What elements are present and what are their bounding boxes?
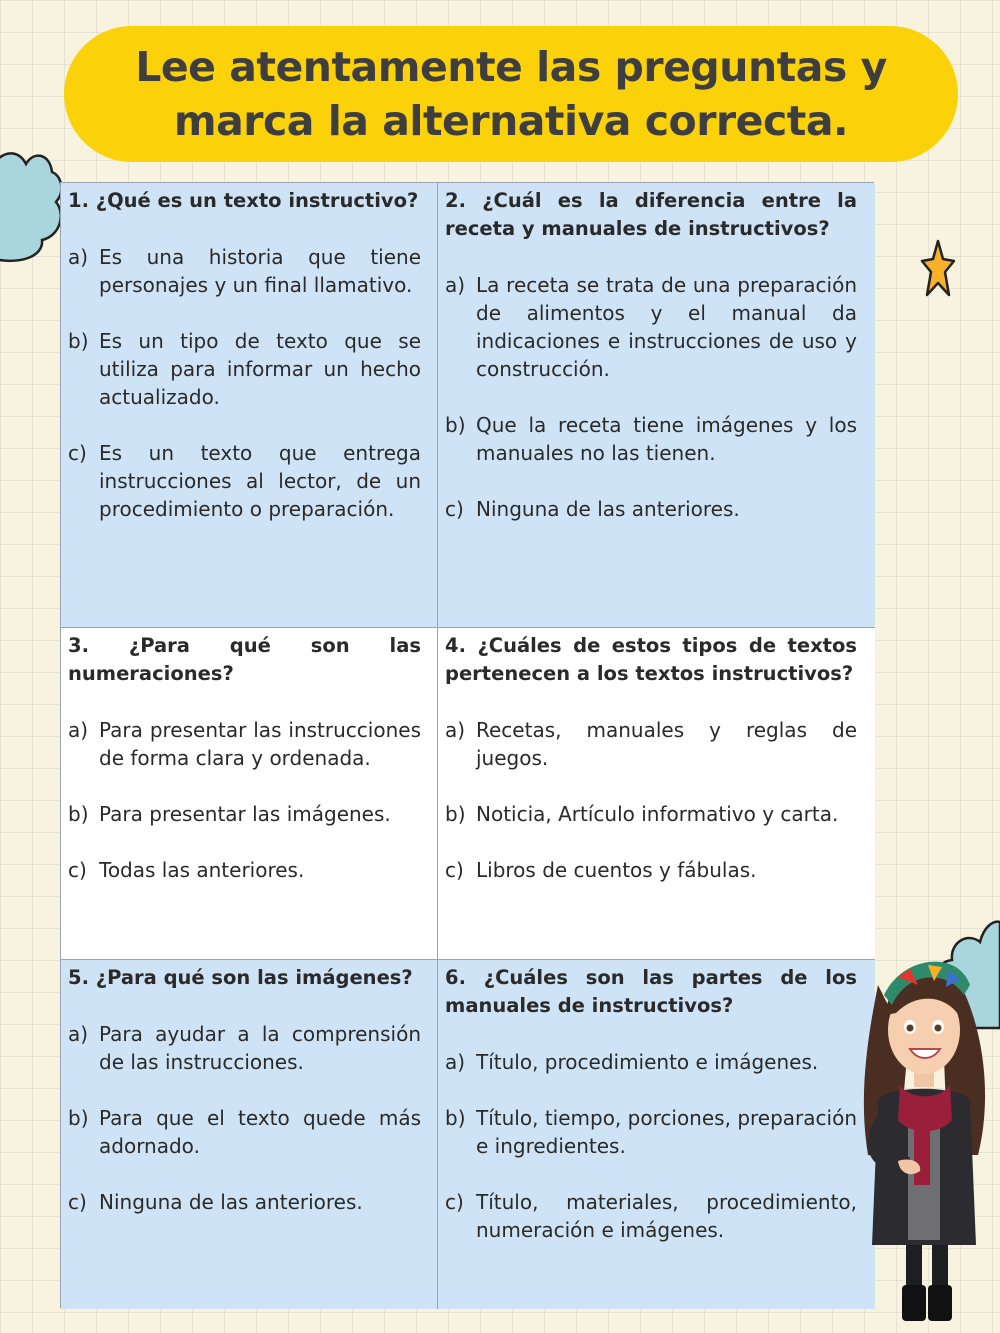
question-1-option-c[interactable] xyxy=(68,439,421,523)
option-letter: b) xyxy=(445,1106,466,1130)
option-letter: c) xyxy=(68,441,87,465)
question-1-cell xyxy=(61,183,438,628)
option-text: Título, materiales, procedimiento, numeración e imágenes. xyxy=(476,1190,857,1242)
option-letter: a) xyxy=(445,718,466,742)
question-6-option-b[interactable] xyxy=(445,1104,857,1160)
question-5-option-c[interactable] xyxy=(68,1188,421,1216)
question-2-option-b[interactable] xyxy=(445,411,857,467)
question-2-option-a[interactable] xyxy=(445,271,857,383)
option-letter: b) xyxy=(68,1106,89,1130)
option-letter: a) xyxy=(68,1022,89,1046)
option-text: Es un texto que entrega instrucciones al lector, de un procedimiento o preparación. xyxy=(99,441,421,521)
option-letter: a) xyxy=(68,718,89,742)
question-3-title: 3. ¿Para qué son las numeraciones? xyxy=(68,634,421,685)
question-5-cell xyxy=(61,960,438,1309)
question-1-option-b[interactable] xyxy=(68,327,421,411)
question-1-title: 1. ¿Qué es un texto instructivo? xyxy=(68,189,419,212)
option-letter: c) xyxy=(445,1190,464,1214)
question-5-option-a[interactable] xyxy=(68,1020,421,1076)
option-text: Libros de cuentos y fábulas. xyxy=(476,858,757,882)
option-letter: a) xyxy=(68,245,89,269)
title-line-2: marca la alternativa correcta. xyxy=(173,97,849,145)
question-3-option-a[interactable] xyxy=(68,716,421,772)
option-letter: a) xyxy=(445,273,466,297)
option-letter: b) xyxy=(445,413,466,437)
option-letter: a) xyxy=(445,1050,466,1074)
option-text: Para presentar las instrucciones de forma clara y ordenada. xyxy=(99,718,421,770)
question-5-title: 5. ¿Para qué son las imágenes? xyxy=(68,966,413,989)
question-5-option-b[interactable] xyxy=(68,1104,421,1160)
title-banner xyxy=(64,26,958,162)
question-1-option-a[interactable] xyxy=(68,243,421,299)
option-text: Es un tipo de texto que se utiliza para informar un hecho actualizado. xyxy=(99,329,421,409)
option-letter: c) xyxy=(445,497,464,521)
option-letter: c) xyxy=(68,1190,87,1214)
question-6-cell xyxy=(438,960,875,1309)
option-text: Todas las anteriores. xyxy=(99,858,305,882)
question-6-option-a[interactable] xyxy=(445,1048,857,1076)
option-text: Título, procedimiento e imágenes. xyxy=(476,1050,819,1074)
title-line-1: Lee atentamente las preguntas y xyxy=(135,43,887,91)
option-text: Noticia, Artículo informativo y carta. xyxy=(476,802,839,826)
question-4-title: 4. ¿Cuáles de estos tipos de textos pertenecen a los textos instructivos? xyxy=(445,634,857,685)
teacher-avatar xyxy=(848,925,998,1325)
question-4-option-a[interactable] xyxy=(445,716,857,772)
option-text: La receta se trata de una preparación de alimentos y el manual da indicaciones e instrucciones de uso y construcción. xyxy=(476,273,857,381)
question-6-title: 6. ¿Cuáles son las partes de los manuales de instructivos? xyxy=(445,966,857,1017)
question-grid xyxy=(60,182,874,1308)
question-3-option-c[interactable] xyxy=(68,856,421,884)
question-2-title: 2. ¿Cuál es la diferencia entre la receta y manuales de instructivos? xyxy=(445,189,857,240)
question-4-option-c[interactable] xyxy=(445,856,857,884)
option-text: Para presentar las imágenes. xyxy=(99,802,391,826)
option-letter: b) xyxy=(68,802,89,826)
option-text: Ninguna de las anteriores. xyxy=(99,1190,363,1214)
option-letter: b) xyxy=(68,329,89,353)
question-6-option-c[interactable] xyxy=(445,1188,857,1244)
question-2-option-c[interactable] xyxy=(445,495,857,523)
option-text: Ninguna de las anteriores. xyxy=(476,497,740,521)
star-icon xyxy=(920,238,956,300)
option-letter: c) xyxy=(68,858,87,882)
option-letter: b) xyxy=(445,802,466,826)
cloud-icon xyxy=(0,140,65,270)
option-text: Que la receta tiene imágenes y los manuales no las tienen. xyxy=(476,413,857,465)
option-text: Título, tiempo, porciones, preparación e ingredientes. xyxy=(476,1106,857,1158)
question-4-cell xyxy=(438,628,875,960)
question-2-cell xyxy=(438,183,875,628)
question-3-cell xyxy=(61,628,438,960)
option-text: Es una historia que tiene personajes y un final llamativo. xyxy=(99,245,421,297)
option-text: Recetas, manuales y reglas de juegos. xyxy=(476,718,857,770)
page-title xyxy=(135,40,887,148)
question-4-option-b[interactable] xyxy=(445,800,857,828)
option-letter: c) xyxy=(445,858,464,882)
option-text: Para ayudar a la comprensión de las instrucciones. xyxy=(99,1022,421,1074)
question-3-option-b[interactable] xyxy=(68,800,421,828)
option-text: Para que el texto quede más adornado. xyxy=(99,1106,421,1158)
